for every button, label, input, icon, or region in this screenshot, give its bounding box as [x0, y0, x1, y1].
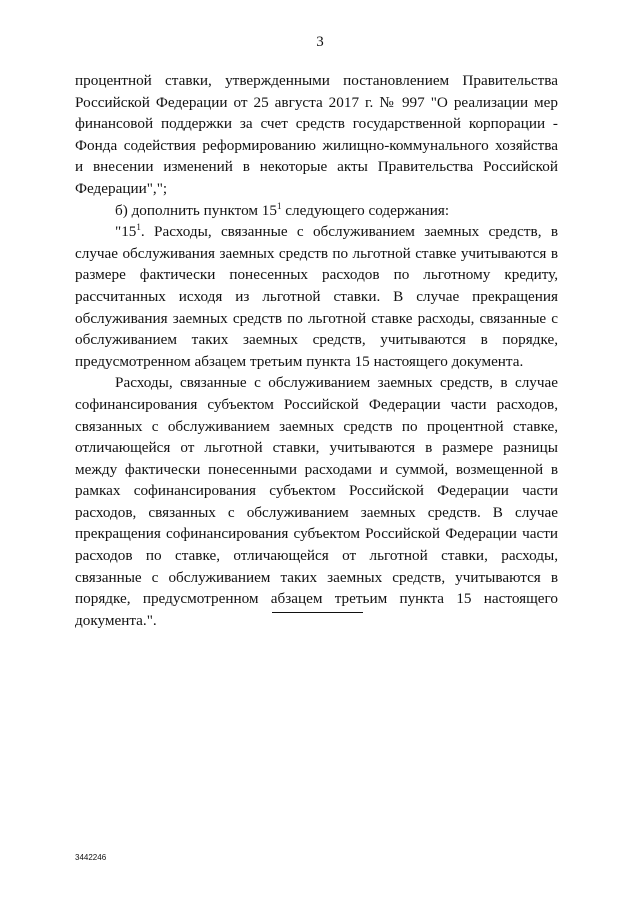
point-text: . Расходы, связанные с обслуживанием заемных средств, в случае обслуживания заемных средств по льготной ставке учитываются в размере фактически понесенных расходов по льготному кредиту, рассчитанных исходя из льготной ставки. В случае прекращения обслуживания заемных средств по льготной ставке расходы, связанные с обслуживанием таких заемных средств, учитываются в порядке, предусмотренном абзацем третьим пункта 15 настоящего документа.	[75, 223, 558, 370]
paragraph-item-b-prefix: б) дополнить пунктом 15	[115, 201, 277, 219]
paragraph-point-15-1	[75, 221, 558, 372]
paragraph-cofinancing: Расходы, связанные с обслуживанием заемных средств, в случае софинансирования субъектом Российской Федерации части расходов, связанных с обслуживанием заемных средств по процентной ставке, отличающейся от льготной ставки, учитываются в размере разницы между фактически понесенными расходами и суммой, возмещенной в рамках софинансирования субъектом Российской Федерации части расходов, связанных с обслуживанием заемных средств. В случае прекращения софинансирования субъектом Российской Федерации части расходов по ставке, отличающейся от льготной ставки, расходы, связанные с обслуживанием таких заемных средств, учитываются в порядке, предусмотренном абзацем третьим пункта 15 настоящего документа.".	[75, 374, 558, 629]
paragraph-item-b-superscript: 1	[276, 200, 282, 211]
document-id: 3442246	[75, 853, 107, 862]
point-superscript: 1	[136, 222, 141, 233]
point-number: "15	[115, 223, 137, 241]
paragraph-item-b	[75, 200, 558, 222]
document-body	[75, 70, 558, 631]
paragraph-item-b-suffix: следующего содержания:	[281, 201, 450, 219]
page-number: 3	[316, 34, 324, 50]
separator-line	[272, 612, 363, 613]
paragraph-continuation: процентной ставки, утвержденными постановлением Правительства Российской Федерации от 25 августа 2017 г. № 997 "О реализации мер финансовой поддержки за счет средств государственной корпорации - Фонда содействия реформированию жилищно-коммунального хозяйства и внесении изменений в некоторые акты Правительства Российской Федерации",";	[75, 72, 558, 197]
